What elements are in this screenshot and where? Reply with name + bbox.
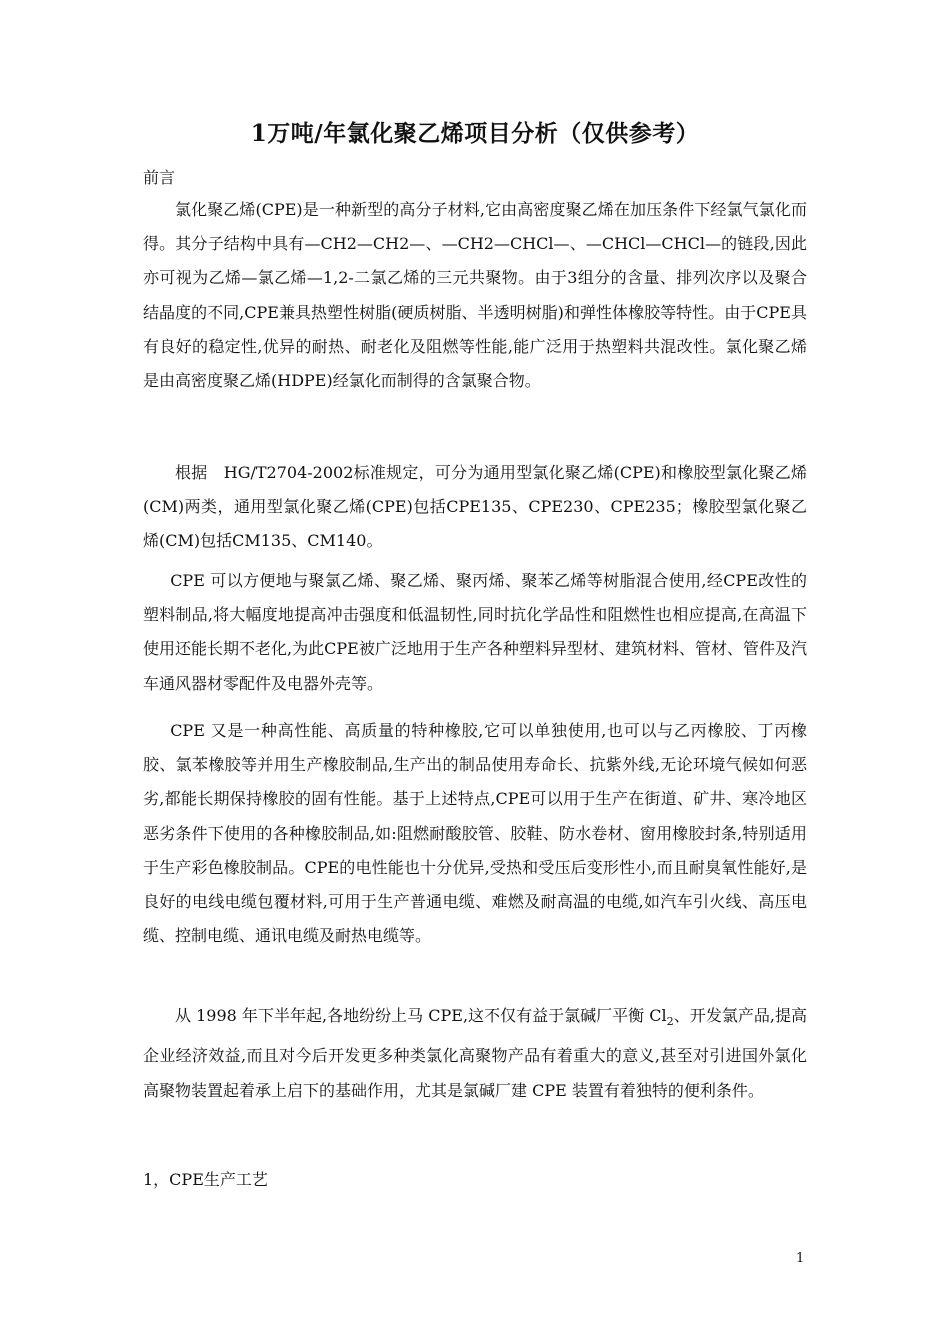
paragraph-standard: 根据 HG/T2704-2002标准规定，可分为通用型氯化聚乙烯(CPE)和橡胶型氯化聚乙烯(CM)两类，通用型氯化聚乙烯(CPE)包括CPE135、CPE230、CPE235；橡胶型氯化聚乙烯(CM)包括CM135、CM140。 [143,463,807,551]
document-title-text: 1万吨/年氯化聚乙烯项目分析（仅供参考） [250,120,700,147]
development-text-start: 从 1998 年下半年起,各地纷纷上马 CPE,这不仅有益于氯碱厂平衡 Cl [175,1006,667,1025]
paragraph-intro: 氯化聚乙烯(CPE)是一种新型的高分子材料,它由高密度聚乙烯在加压条件下经氯气氯化而得。其分子结构中具有—CH2—CH2—、—CH2—CHCl—、—CHCl—CHCl—的链段,因此亦可视为乙烯—氯乙烯—1,2-二氯乙烯的三元共聚物。由于3组分的含量、排列次序以及聚合结晶度的不同,CPE兼具热塑性树脂(硬质树脂、半透明树脂)和弹性体橡胶等特性。由于CPE具有良好的稳定性,优异的耐热、耐老化及阻燃等性能,能广泛用于热塑料共混改性。氯化聚乙烯是由高密度聚乙烯(HDPE)经氯化而制得的含氯聚合物。 [143,200,807,391]
paragraph-plastic-uses: CPE 可以方便地与聚氯乙烯、聚乙烯、聚丙烯、聚苯乙烯等树脂混合使用,经CPE改性的塑料制品,将大幅度地提高冲击强度和低温韧性,同时抗化学品性和阻燃性也相应提高,在高温下使用还能长期不老化,为此CPE被广泛地用于生产各种塑料异型材、建筑材料、管材、管件及汽车通风器材零配件及电器外壳等。 [143,571,807,693]
document-title [0,118,950,150]
chlorine-subscript: 2 [666,1015,674,1029]
paragraph-development [143,999,807,1108]
development-text-end: 、开发氯产品,提高企业经济效益,而且对今后开发更多种类氯化高聚物产品有着重大的意义,甚至对引进国外氯化高聚物装置起着承上启下的基础作用，尤其是氯碱厂建 CPE 装置有着独特的便利条件。 [143,1006,807,1100]
paragraph-rubber-uses: CPE 又是一种高性能、高质量的特种橡胶,它可以单独使用,也可以与乙丙橡胶、丁丙橡胶、氯苯橡胶等并用生产橡胶制品,生产出的制品使用寿命长、抗紫外线,无论环境气候如何恶劣,都能长期保持橡胶的固有性能。基于上述特点,CPE可以用于生产在街道、矿井、寒冷地区恶劣条件下使用的各种橡胶制品,如:阻燃耐酸胶管、胶鞋、防水卷材、窗用橡胶封条,特别适用于生产彩色橡胶制品。CPE的电性能也十分优异,受热和受压后变形性小,而且耐臭氧性能好,是良好的电线电缆包覆材料,可用于生产普通电缆、难燃及耐高温的电缆,如汽车引火线、高压电缆、控制电缆、通讯电缆及耐热电缆等。 [143,721,807,946]
preface-heading: 前言 [143,168,176,187]
section-heading-cpe-process: 1，CPE生产工艺 [143,1170,268,1189]
page-number: 1 [796,1251,805,1266]
